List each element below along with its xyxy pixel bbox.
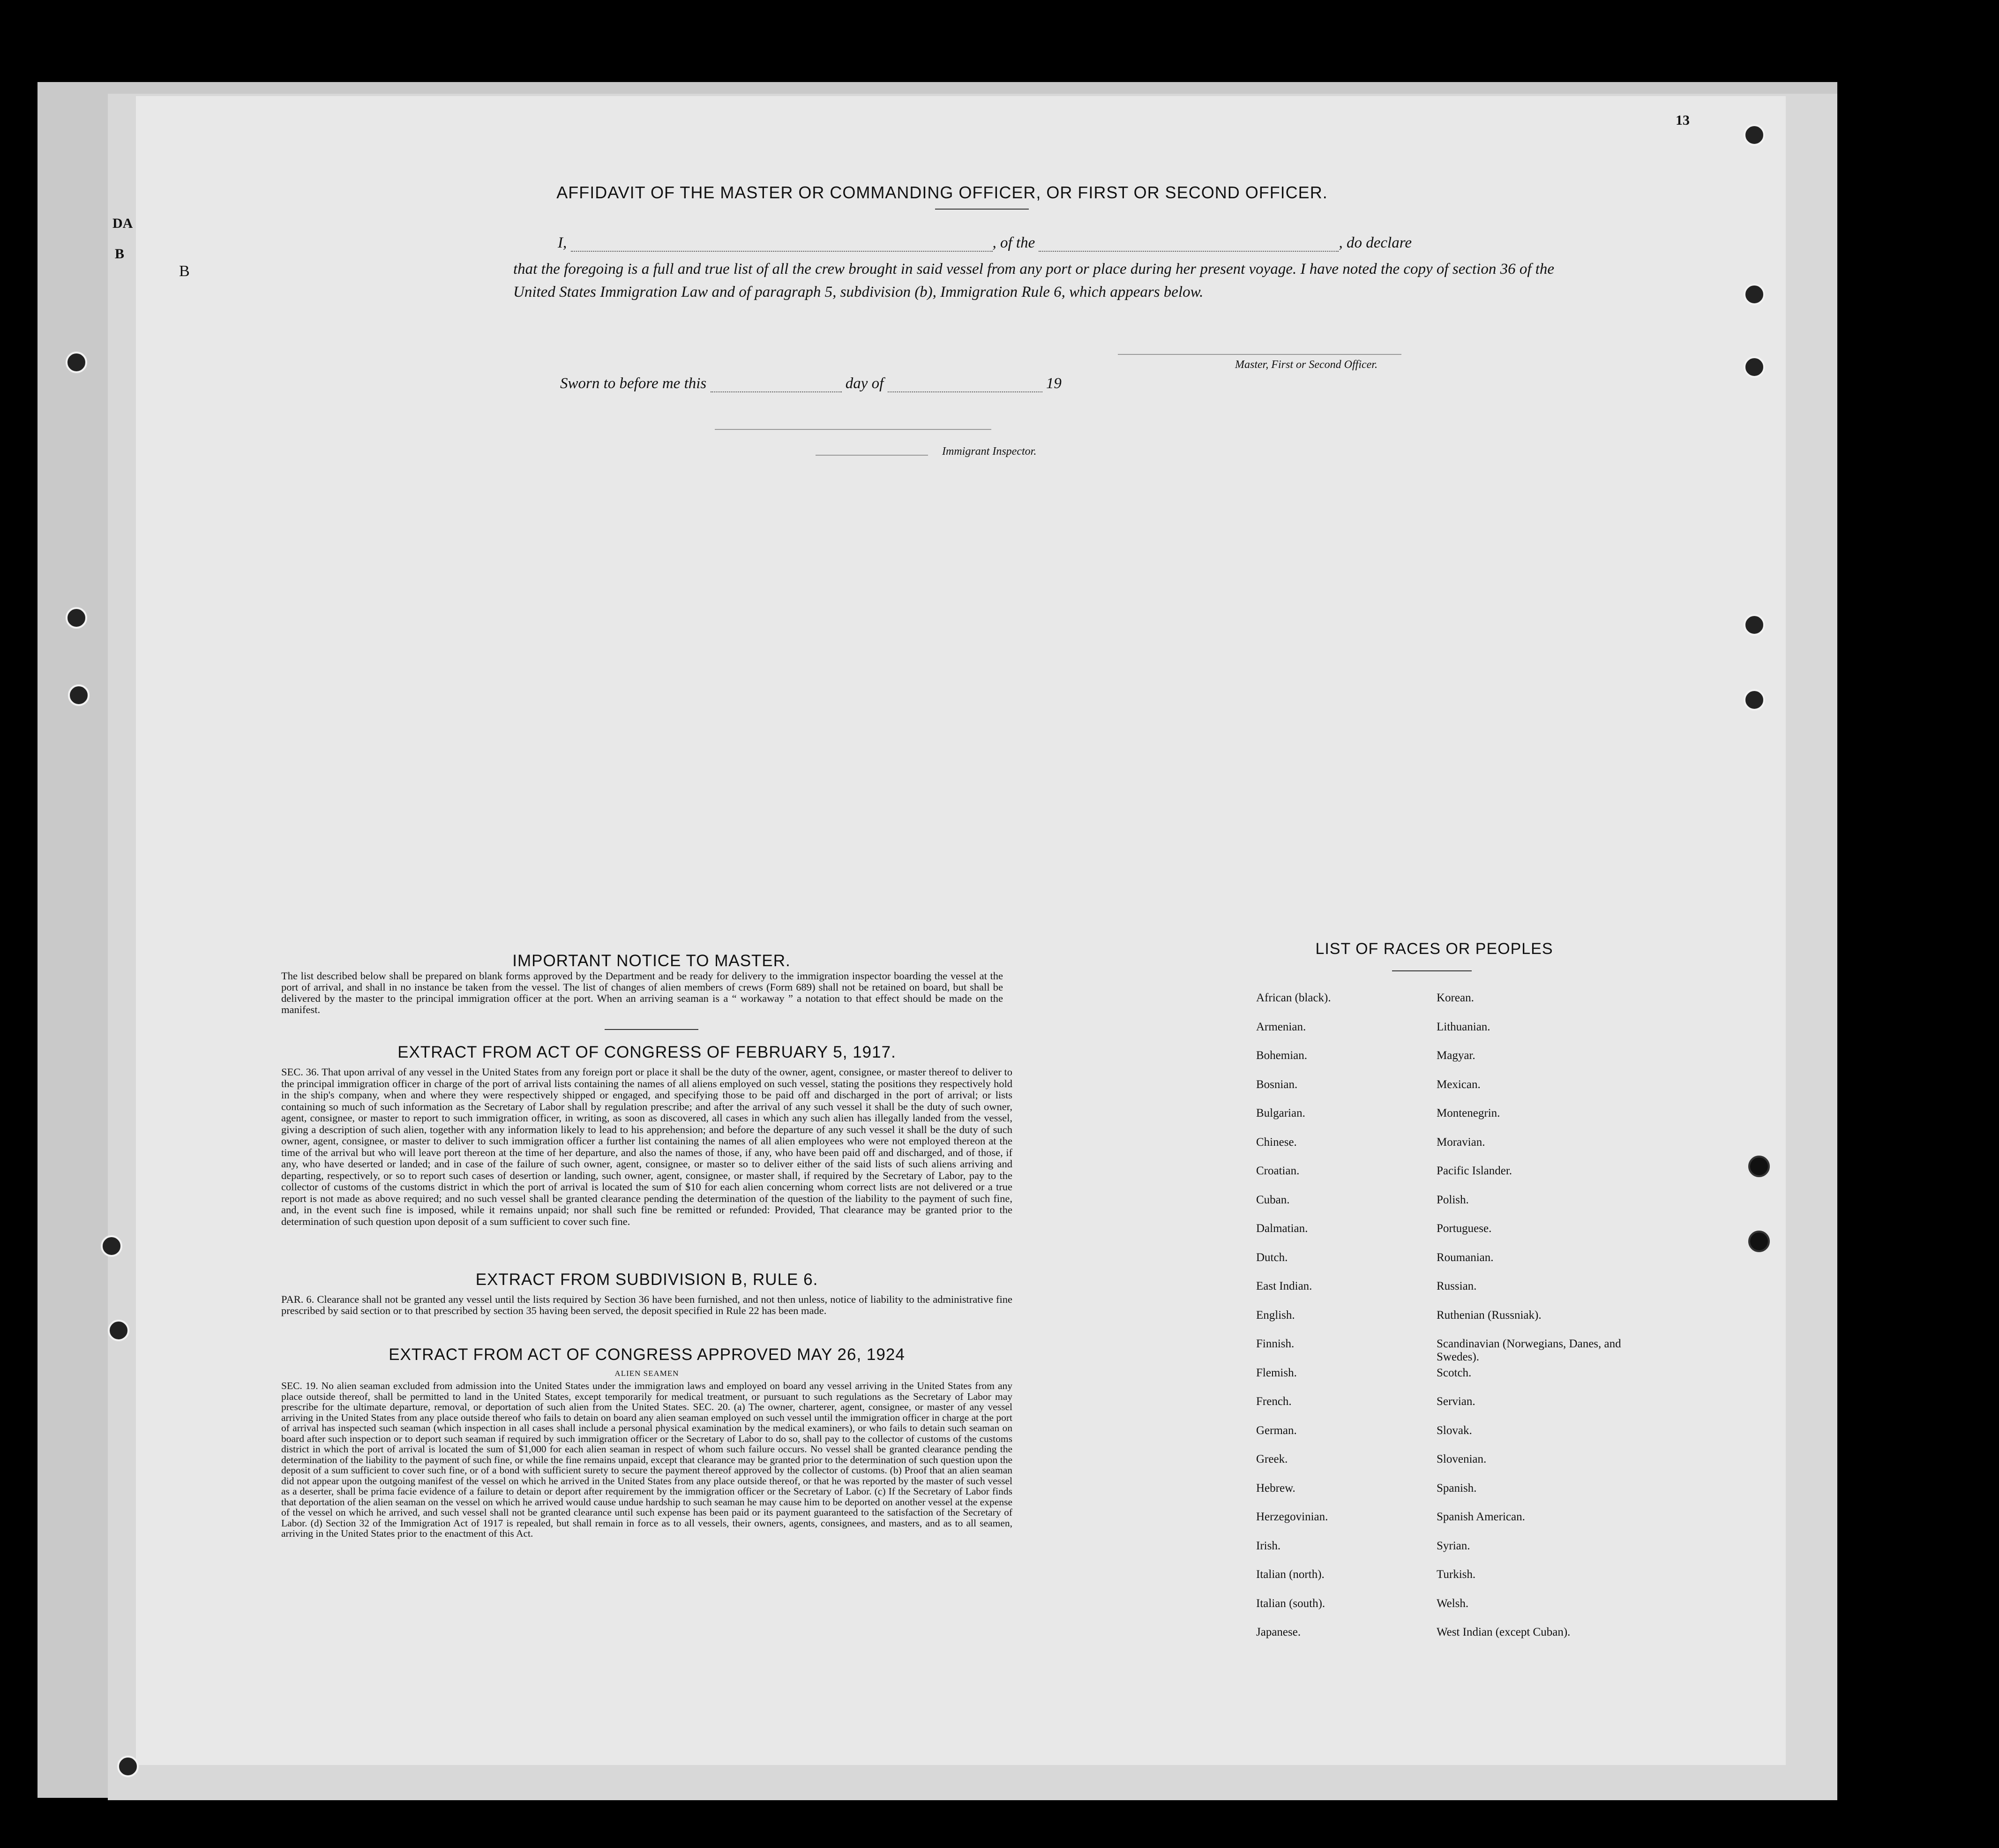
race-item: Italian (south).	[1256, 1597, 1325, 1610]
margin-mark-b: B	[115, 246, 125, 262]
signature-line[interactable]	[1118, 354, 1401, 355]
punch-hole	[1748, 1231, 1770, 1252]
race-item: Spanish American.	[1437, 1510, 1525, 1523]
inspector-name-line[interactable]	[816, 455, 928, 456]
extract-rule6-title: EXTRACT FROM SUBDIVISION B, RULE 6.	[475, 1270, 818, 1289]
affidavit-body: that the foregoing is a full and true list of all the crew brought in said vessel from any port or place during her present voyage. I have noted the copy of section 36 of the United States Immigration Law and of paragraph 5, subdivision (b), Immigration Rule 6, which appears below.	[513, 261, 1555, 300]
race-item: Herzegovinian.	[1256, 1510, 1328, 1523]
sworn-month-field[interactable]	[888, 391, 1042, 392]
margin-mark-da: DA	[112, 216, 133, 231]
race-item: German.	[1256, 1424, 1297, 1437]
race-item: Slovak.	[1437, 1424, 1472, 1437]
race-item: Finnish.	[1256, 1337, 1295, 1350]
race-item: Greek.	[1256, 1453, 1288, 1465]
declaration-line	[558, 234, 1589, 252]
sworn-line	[560, 375, 1062, 392]
race-item: Welsh.	[1437, 1597, 1469, 1610]
race-item: Bosnian.	[1256, 1078, 1298, 1091]
race-item: Cuban.	[1256, 1193, 1290, 1206]
race-item: Croatian.	[1256, 1164, 1300, 1177]
race-item: Bulgarian.	[1256, 1107, 1305, 1119]
race-item: Portuguese.	[1437, 1222, 1492, 1235]
extract-1917-title: EXTRACT FROM ACT OF CONGRESS OF FEBRUARY 5, 1917.	[397, 1043, 896, 1061]
race-item: African (black).	[1256, 992, 1331, 1004]
margin-mark-b2: B	[179, 263, 190, 280]
race-item: West Indian (except Cuban).	[1437, 1626, 1571, 1638]
race-item: Irish.	[1256, 1539, 1281, 1552]
races-title-rule	[1392, 970, 1472, 971]
sworn-label: Sworn to before me this	[560, 375, 707, 392]
declarant-prefix: I,	[558, 234, 567, 251]
punch-hole	[101, 1235, 122, 1257]
race-item: Bohemian.	[1256, 1049, 1308, 1062]
race-item: Ruthenian (Russniak).	[1437, 1308, 1542, 1322]
race-item: Moravian.	[1437, 1135, 1485, 1149]
race-item: Roumanian.	[1437, 1251, 1494, 1264]
punch-hole	[117, 1756, 139, 1777]
year-label: 19	[1046, 375, 1062, 392]
race-item: East Indian.	[1256, 1280, 1312, 1292]
race-item: Flemish.	[1256, 1366, 1297, 1379]
race-item: Servian.	[1437, 1395, 1475, 1408]
sworn-day-field[interactable]	[711, 391, 842, 392]
extract-1924-title: EXTRACT FROM ACT OF CONGRESS APPROVED MAY 26, 1924	[389, 1345, 905, 1364]
race-item: Japanese.	[1256, 1626, 1301, 1638]
race-item: Armenian.	[1256, 1020, 1306, 1033]
race-item: Polish.	[1437, 1193, 1469, 1206]
race-item: Chinese.	[1256, 1135, 1297, 1149]
race-item: Mexican.	[1437, 1078, 1481, 1091]
declarant-name-field[interactable]	[571, 251, 993, 252]
signature-label: Master, First or Second Officer.	[1235, 359, 1378, 371]
extract-rule6-body: PAR. 6. Clearance shall not be granted any vessel until the lists required by Section 36 have been furnished, and not then unless, notice of liability to the administrative fine prescribed by said section or to that prescribed by section 35 having been served, the deposit specified in Rule 22 has been made.	[281, 1293, 1012, 1316]
races-title: LIST OF RACES OR PEOPLES	[1315, 940, 1553, 958]
do-declare-label: , do declare	[1339, 234, 1412, 251]
inspector-label: Immigrant Inspector.	[942, 445, 1037, 458]
extract-1917-body: SEC. 36. That upon arrival of any vessel in the United States from any foreign port or place it shall be the duty of the owner, agent, consignee, or master thereof to deliver to the principal immigration officer in charge of the port of arrival lists containing the names of all aliens employed on such vessel, stating the positions they respectively hold in the ship's company, when and where they were respectively shipped or engaged, and specifying those to be paid off and discharged in the port of arrival; or lists containing so much of such information as the Secretary of Labor shall by regulation prescribe; and after the arrival of any such vessel it shall be the duty of such owner, agent, consignee, or master to report to such immigration officer, in writing, as soon as discovered, all cases in which any such alien has illegally landed from the vessel, giving a description of such alien, together with any information likely to lead to his apprehension; and before the departure of any such vessel it shall be the duty of such owner, agent, consignee, or master to deliver to such immigration officer a further list containing the names of all alien employees who were not employed thereon at the time of the arrival but who will leave port thereon at the time of her departure, and also the names of those, if any, who have been paid off and discharged, and of those, if any, who have deserted or landed; and in case of the failure of such owner, agent, consignee, or master so to deliver either of the said lists of such aliens arriving and departing, respectively, or so to report such cases of desertion or landing, such owner, agent, consignee, or master shall, if required by the Secretary of Labor, pay to the collector of customs of the customs district in which the port of arrival is located the sum of $10 for each alien concerning whom correct lists are not delivered or a true report is not made as above required; and no such vessel shall be granted clearance pending the determination of the question of the liability to the payment of such fine, and, in the event such fine is imposed, while it remains unpaid; nor shall such fine be remitted or refunded: Provided, That clearance may be granted prior to the determination of such question upon deposit of a sum sufficient to cover such fine.	[281, 1066, 1012, 1227]
notice-rule	[605, 1029, 698, 1030]
punch-hole	[1744, 689, 1765, 711]
punch-hole	[66, 607, 87, 629]
punch-hole	[108, 1320, 129, 1341]
races-right-column	[1437, 992, 1633, 1655]
vessel-name-field[interactable]	[1039, 251, 1339, 252]
punch-hole	[1744, 124, 1765, 146]
manifest-page	[136, 96, 1786, 1765]
race-item: Syrian.	[1437, 1539, 1470, 1552]
race-item: Lithuanian.	[1437, 1020, 1490, 1033]
race-item: Pacific Islander.	[1437, 1164, 1512, 1177]
race-item: Turkish.	[1437, 1568, 1476, 1581]
race-item: Scotch.	[1437, 1366, 1472, 1379]
races-left-column	[1256, 992, 1434, 1655]
notice-title: IMPORTANT NOTICE TO MASTER.	[512, 952, 791, 970]
day-of-label: day of	[845, 375, 884, 392]
page-number-mark: 13	[1676, 113, 1690, 128]
race-item: Russian.	[1437, 1280, 1477, 1292]
punch-hole	[1748, 1156, 1770, 1177]
affidavit-title-rule	[935, 209, 1029, 210]
race-item: Magyar.	[1437, 1049, 1475, 1062]
race-item: English.	[1256, 1308, 1295, 1322]
race-item: Dutch.	[1256, 1251, 1288, 1264]
punch-hole	[1744, 614, 1765, 636]
punch-hole	[68, 684, 90, 706]
race-item: Spanish.	[1437, 1481, 1477, 1495]
race-item: Montenegrin.	[1437, 1107, 1500, 1119]
inspector-signature-line[interactable]	[715, 429, 991, 430]
notice-body: The list described below shall be prepared on blank forms approved by the Department and be ready for delivery to the immigration inspector boarding the vessel at the port of arrival, and shall in no instance be taken from the vessel. The list of changes of alien members of crews (Form 689) shall not be retained on board, but shall be delivered by the master to the principal immigration officer at the port. When an arriving seaman is a “ workaway ” a notation to that effect should be made on the manifest.	[281, 970, 1003, 1015]
extract-1924-body: SEC. 19. No alien seaman excluded from admission into the United States under the immigration laws and employed on board any vessel arriving in the United States from any place outside thereof, shall be permitted to land in the United States, except temporarily for medical treatment, or pursuant to such regulations as the Secretary of Labor may prescribe for the ultimate departure, removal, or deportation of such alien from the United States. SEC. 20. (a) The owner, charterer, agent, consignee, or master of any vessel arriving in the United States from any place outside thereof who fails to detain on board any alien seaman employed on such vessel until the immigration officer in charge at the port of arrival has inspected such seaman (which inspection in all cases shall include a personal physical examination by the medical examiners), or who fails to detain such seaman on board after such inspection or to deport such seaman if required by such immigration officer or the Secretary of Labor to do so, shall pay to the collector of customs of the customs district in which the port of arrival is located the sum of $1,000 for each alien seaman in respect of whom such failure occurs. No vessel shall be granted clearance pending the determination of the liability to the payment of such fine, or while the fine remains unpaid, except that clearance may be granted prior to the determination of such question upon the deposit of a sum sufficient to cover such fine, or of a bond with sufficient surety to secure the payment thereof approved by the collector of customs. (b) Proof that an alien seaman did not appear upon the outgoing manifest of the vessel on which he arrived in the United States from any place outside thereof, or that he was reported by the master of such vessel as a deserter, shall be prima facie evidence of a failure to detain or deport after requirement by the immigration officer or the Secretary of Labor. (c) If the Secretary of Labor finds that deportation of the alien seaman on the vessel on which he arrived would cause undue hardship to such seaman he may cause him to be deported on another vessel at the expense of the vessel on which he arrived, and such vessel shall not be granted clearance until such expense has been paid or its payment guaranteed to the satisfaction of the Secretary of Labor. (d) Section 32 of the Immigration Act of 1917 is repealed, but shall remain in force as to all vessels, their owners, agents, consignees, and masters, and as to all seamen, arriving in the United States prior to the enactment of this Act.	[281, 1380, 1012, 1539]
race-item: Dalmatian.	[1256, 1222, 1308, 1235]
punch-hole	[1744, 284, 1765, 305]
affidavit-title: AFFIDAVIT OF THE MASTER OR COMMANDING OFFICER, OR FIRST OR SECOND OFFICER.	[556, 183, 1328, 202]
punch-hole	[1744, 356, 1765, 378]
race-item: Slovenian.	[1437, 1453, 1487, 1465]
extract-1924-subtitle: ALIEN SEAMEN	[614, 1369, 679, 1378]
race-item: Italian (north).	[1256, 1568, 1325, 1581]
race-item: Hebrew.	[1256, 1481, 1295, 1495]
punch-hole	[66, 352, 87, 373]
race-item: French.	[1256, 1395, 1292, 1408]
race-item: Korean.	[1437, 992, 1474, 1004]
race-item: Scandinavian (Norwegians, Danes, and Swedes).	[1437, 1337, 1621, 1363]
of-the-label: , of the	[992, 234, 1035, 251]
